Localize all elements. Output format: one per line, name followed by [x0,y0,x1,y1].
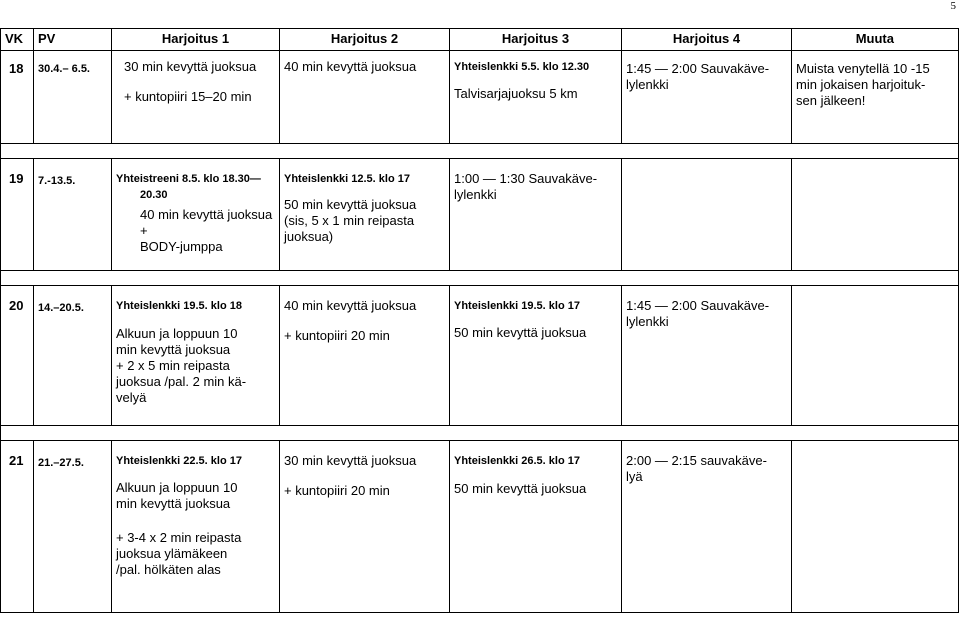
table-row [1,441,959,613]
spacer-row [1,426,959,441]
muuta-cell [792,441,959,613]
harjoitus-3-cell [450,441,622,613]
header-harjoitus-4: Harjoitus 4 [622,29,792,51]
cell-line: + kuntopiiri 20 min [284,328,390,343]
header-harjoitus-1: Harjoitus 1 [112,29,280,51]
cell-line: juoksua /pal. 2 min kä- [116,374,247,389]
training-schedule-table [0,28,959,613]
harjoitus-4-cell [622,441,792,613]
harjoitus-4-cell [622,159,792,271]
spacer-row [1,144,959,159]
header-harjoitus-3: Harjoitus 3 [450,29,622,51]
harjoitus-3-cell [450,159,622,271]
cell-title: Yhteislenkki 22.5. klo 17 [116,455,242,467]
harjoitus-2-cell [280,51,450,144]
cell-line: 2:00 — 2:15 sauvakäve- [626,453,767,468]
cell-line: /pal. hölkäten alas [116,562,221,577]
harjoitus-4-cell [622,51,792,144]
cell-title: Yhteislenkki 12.5. klo 17 [284,173,410,185]
header-harjoitus-2: Harjoitus 2 [280,29,450,51]
cell-title: Yhteislenkki 19.5. klo 17 [454,300,580,312]
cell-line: 1:45 — 2:00 Sauvakäve- [626,61,770,76]
cell-line: + 3-4 x 2 min reipasta [116,530,242,545]
cell-line: sen jälkeen! [796,93,866,108]
cell-line: lyä [626,469,643,484]
harjoitus-3-cell [450,286,622,426]
header-muuta: Muuta [792,29,959,51]
cell-line: lylenkki [626,77,669,92]
date-range: 21.–27.5. [34,441,112,613]
cell-line: + kuntopiiri 15–20 min [124,89,252,104]
cell-title: Yhteislenkki 26.5. klo 17 [454,455,580,467]
cell-line: lylenkki [626,314,669,329]
cell-line: juoksua) [284,229,334,244]
cell-line: + 2 x 5 min reipasta [116,358,230,373]
cell-title: Yhteistreeni 8.5. klo 18.30— [116,173,261,185]
harjoitus-1-cell [112,51,280,144]
harjoitus-1-cell [112,286,280,426]
cell-line: Muista venytellä 10 -15 [796,61,930,76]
cell-line: 30 min kevyttä juoksua [284,453,417,468]
table-row [1,286,959,426]
muuta-cell [792,159,959,271]
date-range: 7.-13.5. [34,159,112,271]
harjoitus-4-cell [622,286,792,426]
cell-title: Yhteislenkki 5.5. klo 12.30 [454,61,590,73]
cell-line: (sis, 5 x 1 min reipasta [284,213,415,228]
cell-line: 40 min kevyttä juoksua [284,298,417,313]
cell-title: Yhteislenkki 19.5. klo 18 [116,300,242,312]
cell-line: min kevyttä juoksua [116,342,231,357]
cell-line: 40 min kevyttä juoksua [140,207,273,222]
cell-line: Alkuun ja loppuun 10 [116,480,238,495]
cell-line: 40 min kevyttä juoksua [284,59,417,74]
muuta-cell [792,51,959,144]
cell-line: BODY-jumppa [140,239,223,254]
cell-line: Talvisarjajuoksu 5 km [454,86,578,101]
table-row [1,51,959,144]
harjoitus-2-cell [280,159,450,271]
cell-line: juoksua ylämäkeen [116,546,228,561]
cell-line: + [140,223,148,238]
cell-line: 1:45 — 2:00 Sauvakäve- [626,298,770,313]
week-number: 21 [1,441,34,613]
cell-line: 1:00 — 1:30 Sauvakäve- [454,171,598,186]
cell-line: min kevyttä juoksua [116,496,231,511]
page-number: 5 [950,0,956,12]
header-vk: VK [1,29,34,51]
cell-line: + kuntopiiri 20 min [284,483,390,498]
harjoitus-2-cell [280,441,450,613]
cell-line: 50 min kevyttä juoksua [454,481,587,496]
cell-line: velyä [116,390,147,405]
cell-line: 30 min kevyttä juoksua [124,59,257,74]
header-pv: PV [34,29,112,51]
date-range: 14.–20.5. [34,286,112,426]
cell-line: Alkuun ja loppuun 10 [116,326,238,341]
date-range: 30.4.– 6.5. [34,51,112,144]
week-number: 20 [1,286,34,426]
cell-line: 50 min kevyttä juoksua [454,325,587,340]
cell-line: 50 min kevyttä juoksua [284,197,417,212]
header-row [1,29,959,51]
week-number: 18 [1,51,34,144]
table-row [1,159,959,271]
week-number: 19 [1,159,34,271]
harjoitus-1-cell [112,441,280,613]
spacer-row [1,271,959,286]
harjoitus-1-cell [112,159,280,271]
muuta-cell [792,286,959,426]
cell-line: min jokaisen harjoituk- [796,77,926,92]
cell-title: 20.30 [140,189,168,201]
harjoitus-3-cell [450,51,622,144]
harjoitus-2-cell [280,286,450,426]
cell-line: lylenkki [454,187,497,202]
